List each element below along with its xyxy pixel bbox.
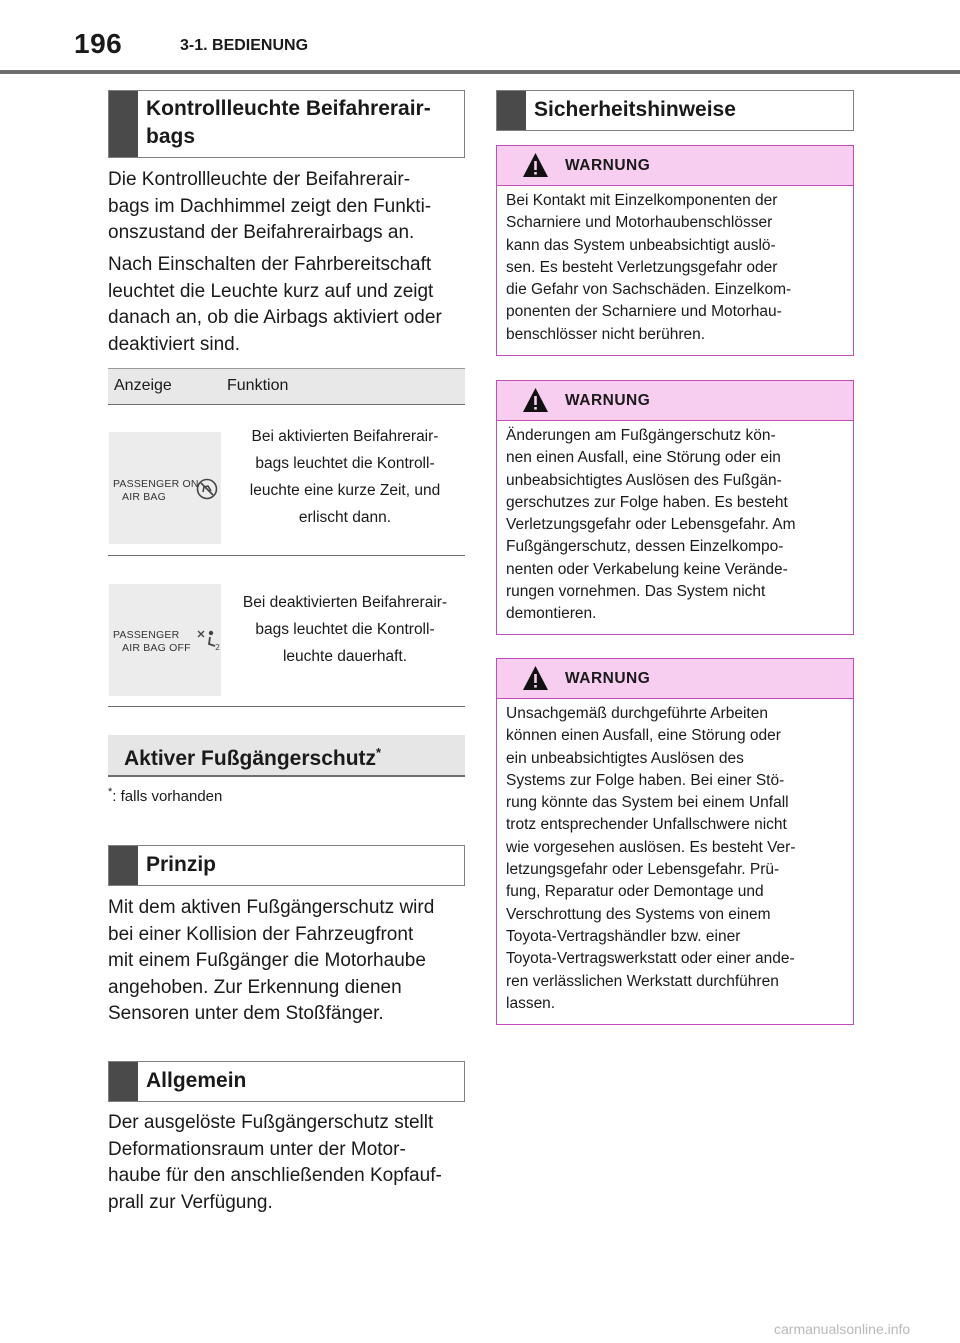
- table-header: [108, 368, 465, 405]
- airbag-off-seat-icon: [195, 628, 219, 652]
- airbag-seat-icon: [196, 478, 218, 500]
- paragraph-prinzip: Mit dem aktiven Fußgängerschutz wird bei einer Kollision der Fahrzeugfront mit einem Fußgänger die Motorhaube angehoben. Zur Erkennung dienen Sensoren unter dem Stoßfänger.: [108, 897, 435, 1024]
- section-title: Allgemein: [146, 1069, 247, 1092]
- section-title: Aktiver Fußgängerschutz: [124, 747, 377, 770]
- table-bottom-rule: [108, 706, 465, 707]
- indicator-label-line-1: PASSENGER: [113, 629, 180, 641]
- passenger-airbag-off-indicator: [109, 584, 221, 696]
- warning-text: Bei Kontakt mit Einzelkomponenten der Scharniere und Motorhaubenschlösser kann das System unbeabsichtigt auslö- sen. Es besteht Verletzungsgefahr oder die Gefahr von Sachschäden. Einzelkom- ponenten der Scharniere und Motorhau- benschlösser nicht berühren.: [506, 192, 792, 343]
- footnote-text: : falls vorhanden: [112, 788, 223, 805]
- running-head: 3-1. BEDIENUNG: [180, 37, 309, 54]
- paragraph-allgemein: Der ausgelöste Fußgängerschutz stellt Deformationsraum unter der Motor- haube für den anschließenden Kopfauf- prall zur Verfügung.: [108, 1112, 442, 1213]
- section-bar: [109, 91, 138, 157]
- indicator-label-line-1: PASSENGER ON: [113, 478, 199, 490]
- section-bar: [109, 846, 138, 885]
- section-title: Kontrollleuchte Beifahrerair- bags: [146, 97, 431, 148]
- section-heading-safety: [496, 90, 854, 131]
- svg-text:2: 2: [215, 643, 221, 652]
- warning-triangle-icon: [522, 387, 549, 413]
- table-header-function: Funktion: [227, 377, 289, 394]
- warning-header: [497, 659, 853, 699]
- section-heading-allgemein: [108, 1061, 465, 1102]
- section-title: Prinzip: [146, 853, 217, 876]
- passenger-airbag-on-indicator: [109, 432, 221, 544]
- warning-label: WARNUNG: [565, 157, 651, 174]
- warning-triangle-icon: [522, 152, 549, 178]
- warning-box-2: [496, 380, 854, 635]
- warning-text: Unsachgemäß durchgeführte Arbeiten können einen Ausfall, eine Störung oder ein unbeabsichtigtes Auslösen des Systems zur Folge haben. Bei einer Stö- rung könnte das System bei einem Unfall trotz entsprechender Unfallschwere nicht wie vorgesehen auslösen. Es besteht Ver- letzungsgefahr oder Lebensgefahr. Prü- fung, Reparatur oder Demontage und Verschrottung des Systems von einem Toyota-Vertragshändler bzw. einer Toyota-Vertragswerkstatt oder einer ande- ren verlässlichen Werkstatt durchführen lassen.: [506, 705, 796, 1012]
- footnote: [108, 786, 222, 805]
- table-row-divider: [108, 555, 465, 556]
- warning-box-3: [496, 658, 854, 1025]
- section-bar: [497, 91, 526, 130]
- page-number: 196: [74, 28, 123, 59]
- table-function-on: Bei aktivierten Beifahrerair- bags leuchtet die Kontroll- leuchte eine kurze Zeit, und erlischt dann.: [249, 428, 441, 526]
- table-header-indicator: Anzeige: [114, 377, 172, 394]
- table-function-off: Bei deaktivierten Beifahrerair- bags leuchtet die Kontroll- leuchte dauerhaft.: [242, 594, 448, 665]
- indicator-label-line-2: AIR BAG: [122, 491, 166, 503]
- section-heading-active-pedestrian-protection: [108, 735, 465, 777]
- paragraph-airbag-1: Die Kontrollleuchte der Beifahrerair- bags im Dachhimmel zeigt den Funkti- onszustand der Beifahrerairbags an.: [108, 169, 432, 243]
- paragraph-airbag-2: Nach Einschalten der Fahrbereitschaft leuchtet die Leuchte kurz auf und zeigt danach an, ob die Airbags aktiviert oder deaktiviert sind.: [108, 254, 442, 355]
- warning-triangle-icon: [522, 665, 549, 691]
- warning-box-1: [496, 145, 854, 356]
- warning-header: [497, 146, 853, 186]
- section-heading-prinzip: [108, 845, 465, 886]
- footnote-mark: *: [108, 786, 113, 798]
- section-title-wrap: [108, 735, 381, 775]
- warning-header: [497, 381, 853, 421]
- watermark: carmanualsonline.info: [774, 1321, 911, 1337]
- indicator-label-line-2: AIR BAG OFF: [122, 642, 191, 654]
- section-heading-airbag-indicator: [108, 90, 465, 158]
- warning-label: WARNUNG: [565, 392, 651, 409]
- footnote-marker: *: [376, 745, 382, 760]
- section-title: Sicherheitshinweise: [534, 98, 736, 121]
- header-rule: [0, 70, 960, 74]
- warning-label: WARNUNG: [565, 670, 651, 687]
- warning-text: Änderungen am Fußgängerschutz kön- nen einen Ausfall, eine Störung oder ein unbeabsichtigtes Auslösen des Fußgän- gerschutzes zur Folge haben. Es besteht Verletzungsgefahr oder Lebensgefahr. Am Fußgängerschutz, dessen Einzelkompo- nenten oder Verkabelung keine Verände- rungen vornehmen. Das System nicht demontieren.: [506, 427, 796, 623]
- section-bar: [109, 1062, 138, 1101]
